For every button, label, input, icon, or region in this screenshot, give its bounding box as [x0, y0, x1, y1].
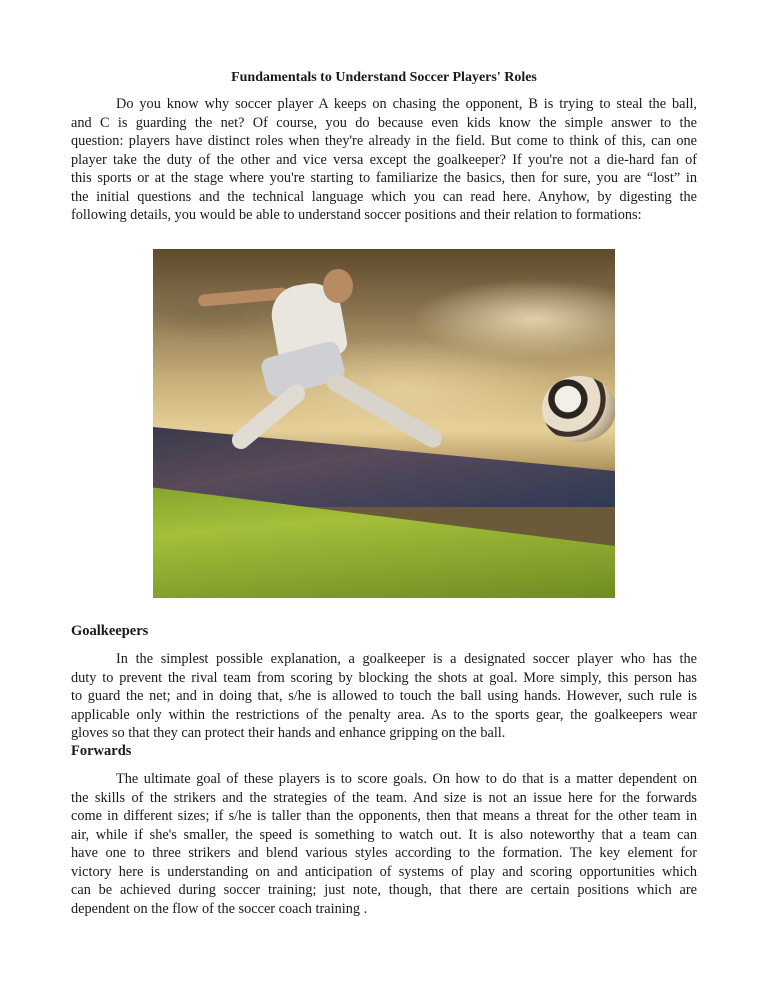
text-line: dependent on the flow of the soccer coach training . — [71, 900, 368, 917]
text-line: player take the duty of the other and vice versa except the goalkeeper? If you're not a die-hard fan of — [71, 151, 697, 168]
text-line: gloves so that they can protect their hands and enhance gripping on the ball. — [71, 725, 506, 741]
goalkeepers-paragraph — [71, 650, 697, 743]
soccer-ball — [542, 376, 615, 442]
text-line: air, while if she's smaller, the speed is something to watch out. It is also noteworthy that a team can — [71, 826, 697, 843]
text-line: come in different sizes; if s/he is taller than the opponents, then that means a threat for the other team in — [71, 808, 697, 824]
text-line: this sports or at the stage where you're starting to familiarize the basics, then for sure, you are “lost” in — [71, 170, 697, 186]
intro-paragraph — [71, 95, 697, 225]
forwards-paragraph — [71, 770, 697, 918]
document-title: Fundamentals to Understand Soccer Players' Roles — [231, 70, 537, 85]
text-line: have one to three strikers and blend various styles according to the formation. The key element for — [71, 845, 697, 861]
text-line: question: players have distinct roles when they're already in the field. But come to think of this, can one — [71, 133, 697, 149]
section-heading-goalkeepers: Goalkeepers — [71, 623, 149, 639]
text-line: can be achieved during soccer training; just note, though, that there are certain positions which are — [71, 882, 697, 898]
text-line: applicable only within the restrictions of the penalty area. As to the sports gear, the goalkeepers wear — [71, 706, 697, 723]
text-line: duty to prevent the rival team from scoring by blocking the shots at goal. More simply, this person has — [71, 669, 697, 686]
section-heading-forwards: Forwards — [71, 743, 132, 759]
text-line: the skills of the strikers and the strategies of the team. And size is not an issue here for the forwards — [71, 789, 697, 806]
soccer-player-photo — [153, 249, 615, 598]
text-line: to guard the net; and in doing that, s/he is allowed to touch the ball using hands. However, such rule is — [71, 688, 697, 704]
text-line: In the simplest possible explanation, a goalkeeper is a designated soccer player who has the — [116, 651, 697, 667]
player-head — [323, 269, 353, 303]
text-line: and C is guarding the net? Of course, you do because even kids know the simple answer to the — [71, 114, 697, 131]
text-line: the initial questions and the technical language which you can read here. Anyhow, by digesting the — [71, 188, 697, 205]
text-line: victory here is understanding on and anticipation of systems of play and scoring opportunities which — [71, 863, 697, 880]
text-line: following details, you would be able to understand soccer positions and their relation to formations: — [71, 207, 642, 223]
text-line: The ultimate goal of these players is to score goals. On how to do that is a matter dependent on — [116, 771, 697, 787]
text-line: Do you know why soccer player A keeps on chasing the opponent, B is trying to steal the ball, — [116, 96, 697, 112]
